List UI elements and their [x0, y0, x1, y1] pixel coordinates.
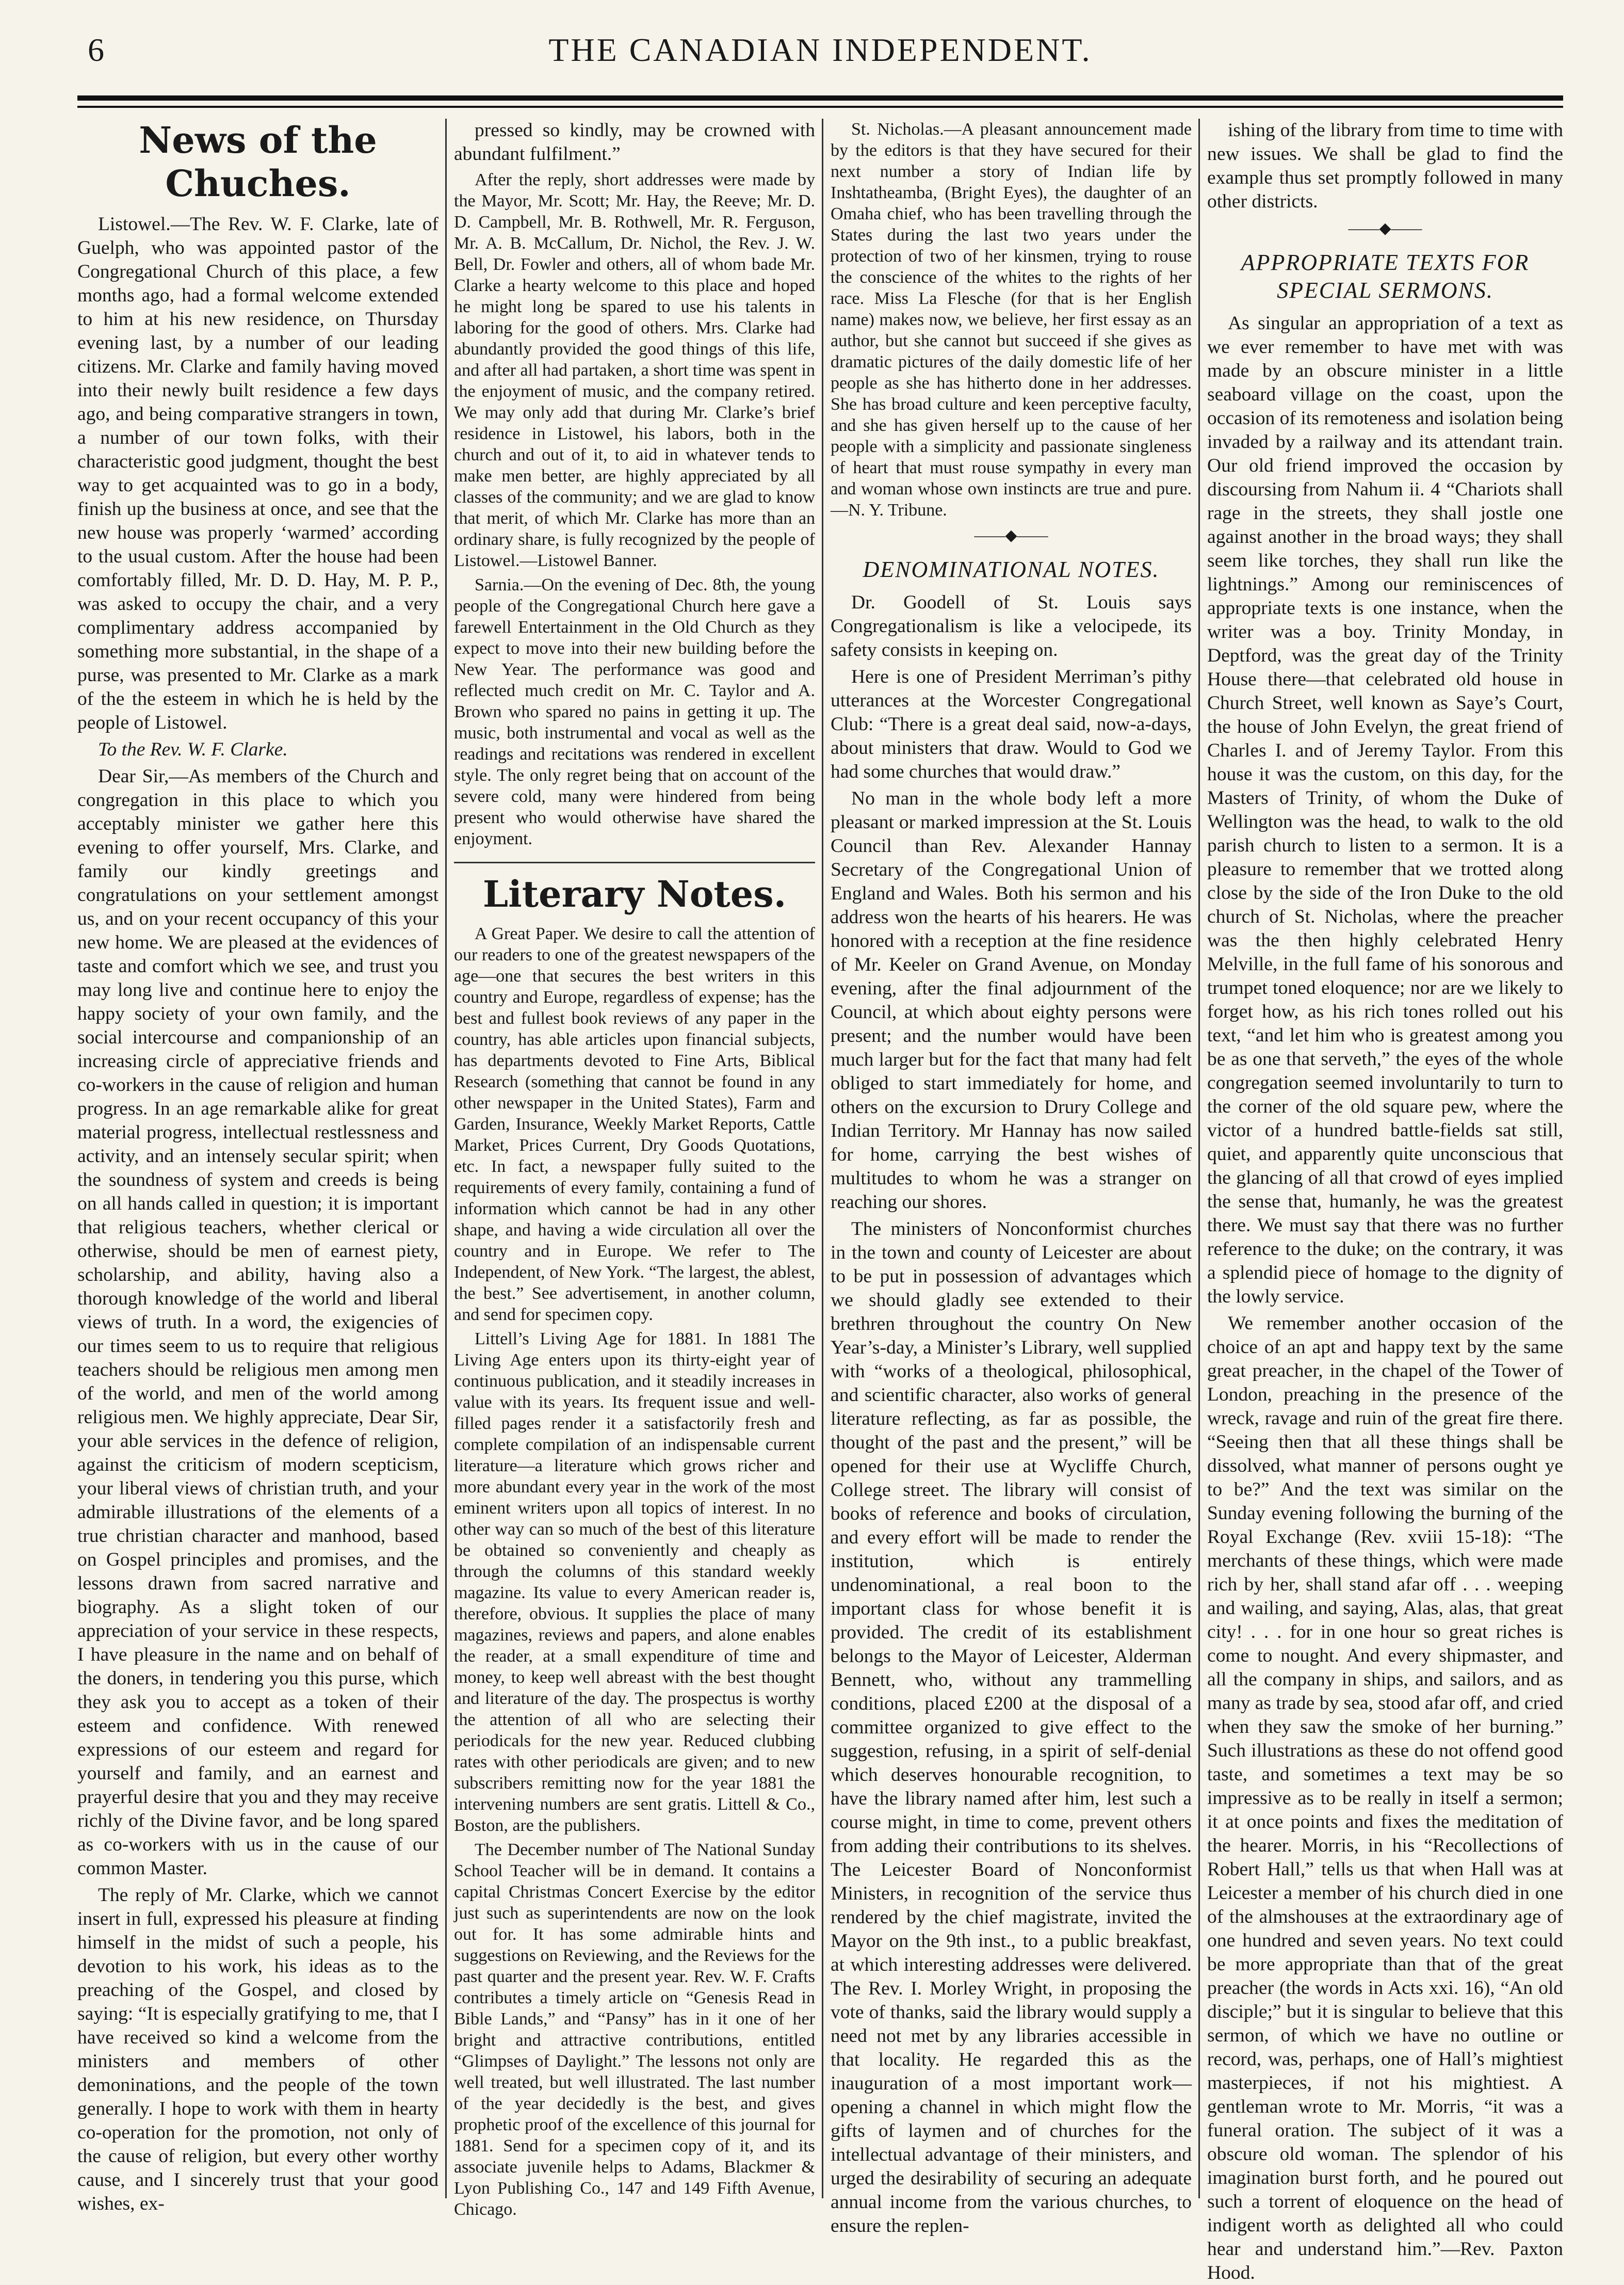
- column-divider: [445, 119, 447, 2198]
- column-divider: [1198, 119, 1200, 2198]
- header-rule-thin: [77, 106, 1563, 108]
- section-heading-denominational: DENOMINATIONAL NOTES.: [863, 557, 1160, 582]
- article-great-paper: A Great Paper. We desire to call the attention of our readers to one of the greatest newspapers of the age—one that secures the best writers in this country and Europe, regardless of expense; has the best and fullest book reviews of any paper in the country, has able articles upon financial subjects, has departments devoted to Fine Arts, Biblical Research (something that cannot be found in any other newspaper in the United States), Farm and Garden, Insurance, Weekly Market Reports, Cattle Market, Prices Current, Dry Goods Quotations, etc. In fact, a newspaper fully suited to the requirements of every family, containing a fund of information which cannot be had in any other shape, and having a wide circulation all over the country and in Europe. We refer to The Independent, of New York. “The largest, the ablest, the best.” See advertisement, in another column, and send for specimen copy.: [454, 924, 815, 1324]
- section-heading-literary: Literary Notes.: [482, 873, 787, 915]
- note-leicester-library: The ministers of Nonconformist churches in the town and county of Leicester are about to be put in possession of advantages which we should gladly see extended to their brethren throughout the country On New Year’s-day, a Minister’s Library, well supplied with “works of a theological, philosophical, and scientific character, also works of general literature reflecting, as far as possible, the thought of the past and the present,” will be opened for their use at Wycliffe Church, College street. The library will consist of books of reference and books of circulation, and every effort will be made to render the institution, which is entirely undenominational, a real boon to the important class for whose benefit it is provided. The credit of its establishment belongs to the Mayor of Leicester, Alderman Bennett, who, without any trammelling conditions, placed £200 at the disposal of a committee organized to give effect to the suggestion, refusing, in a spirit of self-denial which deserves honourable recognition, to have the library named after him, lest such a course might, in time to come, prevent others from adding their contributions to its shelves. The Leicester Board of Nonconformist Ministers, in recognition of the service thus rendered by the chief magistrate, invited the Mayor on the 9th inst., to a public breakfast, at which interesting addresses were delivered. The Rev. I. Morley Wright, in proposing the vote of thanks, said the library would supply a need not met by any libraries accessible in that locality. He regarded this as the inauguration of a most important work—opening a channel in which might flow the gifts of laymen and of churches for the intellectual advantage of their ministers, and urged the desirability of securing an adequate annual income from the various churches, to ensure the replen-: [831, 1218, 1192, 2236]
- column-4: [1207, 119, 1563, 2283]
- article-listowel: Listowel.—The Rev. W. F. Clarke, late of Guelph, who was appointed pastor of the Congregational Church of this place, a few months ago, had a formal welcome extended to him at his new residence, on Thursday evening last, by a number of our leading citizens. Mr. Clarke and family having moved into their newly built residence a few days ago, and being comparative strangers in town, a number of our town folks, with their characteristic good judgment, thought the best way to get acquainted was to go in a body, finish up the business at once, and see that the new house was properly ‘warmed’ according to the usual custom. After the house had been comfortably filled, Mr. D. D. Hay, M. P. P., was asked to occupy the chair, and a very complimentary address accompanied by something more substantial, in the shape of a purse, was presented to Mr. Clarke as a mark of the the esteem in which he is held by the people of Listowel.: [77, 214, 439, 733]
- column-divider: [822, 119, 823, 2198]
- note-goodell: Dr. Goodell of St. Louis says Congregationalism is like a velocipede, its safety consists in keeping on.: [831, 592, 1192, 661]
- section-heading-news: News of the Chuches.: [139, 119, 377, 205]
- page-number: 6: [88, 31, 104, 68]
- ornament-divider: ——◆——: [974, 527, 1048, 544]
- newspaper-title: THE CANADIAN INDEPENDENT.: [548, 31, 1092, 68]
- section-heading-texts: APPROPRIATE TEXTS FOR SPECIAL SERMONS.: [1241, 250, 1530, 303]
- header-rule-thick: [77, 95, 1563, 101]
- column-1: [77, 119, 439, 2214]
- addresses-paragraph: After the reply, short addresses were made by the Mayor, Mr. Scott; Mr. Hay, the Reeve; Mr. D. D. Campbell, Mr. B. Rothwell, Mr. R. Ferguson, Mr. A. B. McCallum, Dr. Nichol, the Rev. J. W. Bell, Dr. Fowler and others, all of whom bade Mr. Clarke a hearty welcome to this place and hoped he might long be spared to use his talents in laboring for the good of others. Mrs. Clarke had abundantly provided the good things of this life, and after all had partaken, a short time was spent in the enjoyment of music, and the company retired. We may only add that during Mr. Clarke’s brief residence in Listowel, his labors, both in the church and out of it, to aid in whatever tends to make men better, are highly appreciated by all classes of the community; and we are glad to know that merit, of which Mr. Clarke has more than an ordinary share, is fully recognized by the people of Listowel.—Listowel Banner.: [454, 170, 815, 570]
- page-header: [77, 21, 1563, 93]
- library-continued: ishing of the library from time to time with new issues. We shall be glad to find the example thus set promptly followed in many other districts.: [1207, 120, 1563, 212]
- reply-continued: pressed so kindly, may be crowned with abundant fulfilment.”: [454, 120, 815, 165]
- article-texts-part2: We remember another occasion of the choice of an apt and happy text by the same great preacher, in the chapel of the Tower of London, preaching in the presence of the wreck, ravage and ruin of the great fire there. “Seeing then that all these things shall be dissolved, what manner of persons ought ye to be?” And the text was similar on the Sunday evening following the burning of the Royal Exchange (Rev. xviii 15-18): “The merchants of these things, which were made rich by her, shall stand afar off . . . weeping and wailing, and saying, Alas, alas, that great city! . . . for in one hour so great riches is come to nought. And every shipmaster, and all the company in ships, and sailors, and as many as trade by sea, stood afar off, and cried when they saw the smoke of her burning.” Such illustrations as these do not offend good taste, and sometimes a text may be so impressive as to be really in itself a sermon; it at once points and fixes the meditation of the hearer. Morris, in his “Recollections of Robert Hall,” tells us that when Hall was at Leicester a member of his church died in one of the almshouses at the extraordinary age of one hundred and seven years. No text could be more appropriate than that of the great preacher (the words in Acts xxi. 16), “An old disciple;” but it is singular to believe that this sermon, of which we have no outline or record, was, perhaps, one of Hall’s mightiest masterpieces, if not his mightiest. A gentleman wrote to Mr. Morris, “it was a funeral oration. The subject of it was a obscure old woman. The splendor of his imagination burst forth, and he poured out such a torrent of eloquence on the head of indigent worth as delighted all who could hear and understand him.”—Rev. Paxton Hood.: [1207, 1313, 1563, 2283]
- article-living-age: Littell’s Living Age for 1881. In 1881 The Living Age enters upon its thirty-eight year of continuous publication, and it steadily increases in value with its years. Its frequent issue and well-filled pages render it a satisfactorily fresh and complete compilation of an indispensable current literature—a literature which grows richer and more abundant every year in the work of the most eminent writers upon all topics of interest. In no other way can so much of the best of this literature be obtained so conveniently and cheaply as through the columns of this standard weekly magazine. Its value to every American reader is, therefore, obvious. It supplies the place of many magazines, reviews and papers, and alone enables the reader, at a small expenditure of time and money, to keep well abreast with the best thought and literature of the day. The prospectus is worthy the attention of all who are selecting their periodicals for the new year. Reduced clubbing rates with other periodicals are given; and to new subscribers remitting now for the year 1881 the intervening numbers are sent gratis. Littell & Co., Boston, are the publishers.: [454, 1329, 815, 1835]
- article-sarnia: Sarnia.—On the evening of Dec. 8th, the young people of the Congregational Church here gave a farewell Entertainment in the Old Church as they expect to move into their new building before the New Year. The performance was good and reflected much credit on Mr. C. Taylor and A. Brown who spared no pains in getting it up. The music, both instrumental and vocal as well as the readings and recitations was rendered in excellent style. The only regret being that on account of the severe cold, many were hindered from being present who would otherwise have shared the enjoyment.: [454, 575, 815, 848]
- article-st-nicholas: St. Nicholas.—A pleasant announcement made by the editors is that they have secured for their next number a story of Indian life by Inshtatheamba, (Bright Eyes), the daughter of an Omaha chief, who has been travelling through the States during the last two years under the protection of two of her kinsmen, trying to rouse the conscience of the whites to the rights of her race. Miss La Flesche (for that is her English name) makes now, we believe, her first essay as an author, but she cannot but succeed if she gives as dramatic pictures of the daily domestic life of her people as she has hitherto done in her addresses. She has broad culture and keen perceptive faculty, and she has given herself up to the cause of her people with a simplicity and passionate singleness of heart that must rouse sympathy in every man and woman whose own instincts are true and pure.—N. Y. Tribune.: [831, 120, 1192, 520]
- ornament-divider: ——◆——: [1348, 220, 1422, 237]
- column-3: [831, 119, 1192, 2236]
- article-texts-part1: As singular an appropriation of a text as we ever remember to have met with was made by an obscure minister in a little seaboard village on the coast, upon the occasion of its remoteness and isolation being invaded by a railway and its attendant train. Our old friend improved the occasion by discoursing from Nahum ii. 4 “Chariots shall rage in the streets, they shall jostle one against another in the broad ways; they shall seem like torches, they shall run like the lightnings.” Among our reminiscences of appropriate texts is one instance, when the writer was a boy. Trinity Monday, in Deptford, was the great day of the Trinity House there—that celebrated old house in Church Street, well known as Saye’s Court, the house of John Evelyn, the great friend of Charles I. and of Jeremy Taylor. From this house it was the custom, on this day, for the Masters of Trinity, of whom the Duke of Wellington was the head, to walk to the old parish church to listen to a sermon. It is a pleasure to remember that we trotted along close by the side of the Iron Duke to the old church of St. Nicholas, where the preacher was the then highly celebrated Henry Melville, in the full fame of his sonorous and trumpet toned eloquence; nor are we likely to forget how, as his rich tones rolled out his text, “and let him who is greatest among you be as one that serveth,” the eyes of the whole congregation seemed involuntarily to turn to the corner of the old square pew, where the victor of a hundred battle-fields sat still, quiet, and apparently quite unconscious that the glancing of all that crowd of eyes implied the sense that, humanly, he was the greatest there. We must say that there was no further reference to the duke; on the contrary, it was a splendid piece of homage to the dignity of the lowly service.: [1207, 313, 1563, 1307]
- note-hannay: No man in the whole body left a more pleasant or marked impression at the St. Louis Council than Rev. Alexander Hannay Secretary of the Congregational Union of England and Wales. Both his sermon and his address won the hearts of his hearers. He was honored with a reception at the fine residence of Mr. Keeler on Grand Avenue, on Monday evening, after the final adjournment of the Council, at which about eighty persons were present; and the number would have been much larger but for the fact that many had felt obliged to start immediately for home, and others on the excursion to Drury College and Indian Territory. Mr Hannay has now sailed for home, carrying the best wishes of multitudes to whom he was a stranger on reaching our shores.: [831, 788, 1192, 1213]
- note-merriman: Here is one of President Merriman’s pithy utterances at the Worcester Congregational Club: “There is a great deal said, now-a-days, about ministers that draw. Would to God we had some churches that would draw.”: [831, 666, 1192, 782]
- section-rule: [454, 862, 815, 863]
- article-sunday-school-teacher: The December number of The National Sunday School Teacher will be in demand. It contains a capital Christmas Concert Exercise by the editor just such as superintendents are now on the look out for. It has some admirable hints and suggestions on Reviewing, and the Reviews for the past quarter and the present year. Rev. W. F. Crafts contributes a timely article on “Genesis Read in Bible Lands,” and “Pansy” has in it one of her bright and attractive contributions, entitled “Glimpses of Daylight.” The lessons not only are well treated, but well illustrated. The last number of the year decidedly is the best, and gives prophetic proof of the excellence of this journal for 1881. Send for a specimen copy of it, and its associate juvenile helps to Adams, Blackmer & Lyon Publishing Co., 147 and 149 Fifth Avenue, Chicago.: [454, 1840, 815, 2219]
- address-body: Dear Sir,—As members of the Church and congregation in this place to which you acceptably minister we gather here this evening to offer yourself, Mrs. Clarke, and family our kindly greetings and congratulations on your settlement amongst us, and on your recent occupancy of this your new home. We are pleased at the evidences of taste and comfort which we see, and trust you may long live and continue here to enjoy the happy society of your own family, and the social intercourse and companionship of an increasing circle of appreciative friends and co-workers in the cause of religion and human progress. In an age remarkable alike for great material progress, intellectual restlessness and activity, and an intensely secular spirit; when the soundness of system and creeds is being on all hands called in question; it is important that religious teachers, whether clerical or otherwise, should be men of earnest piety, scholarship, and ability, having also a thorough knowledge of the world and liberal views of truth. In a word, the exigencies of our times seem to us to require that religious teachers should be religious men among men of the world, and men of the world among religious men. We highly appreciate, Dear Sir, your able services in the defence of religion, against the criticism of modern scepticism, your liberal views of christian truth, and your admirable illustrations of the elements of a true christian character and manhood, based on Gospel principles and promises, and the lessons drawn from sacred narrative and biography. As a slight token of our appreciation of your service in these respects, I have pleasure in the name and on behalf of the doners, in tendering you this purse, which they ask you to accept as a token of their esteem and confidence. With renewed expressions of our esteem and regard for yourself and family, and an earnest and prayerful desire that you and they may receive richly of the Divine favor, and be long spared as co-workers with us in the cause of our common Master.: [77, 766, 439, 1879]
- address-salutation: To the Rev. W. F. Clarke.: [98, 739, 288, 760]
- reply-paragraph: The reply of Mr. Clarke, which we cannot insert in full, expressed his pleasure at finding himself in the midst of such a people, his devotion to his work, his ideas as to the preaching of the Gospel, and closed by saying: “It is especially gratifying to me, that I have received so kind a welcome from the ministers and members of other demoninations, and the people of the town generally. I hope to work with them in hearty co-operation for the promotion, not only of the cause of religion, but every other worthy cause, and I sincerely trust that your good wishes, ex-: [77, 1885, 439, 2214]
- column-2: [454, 119, 815, 2219]
